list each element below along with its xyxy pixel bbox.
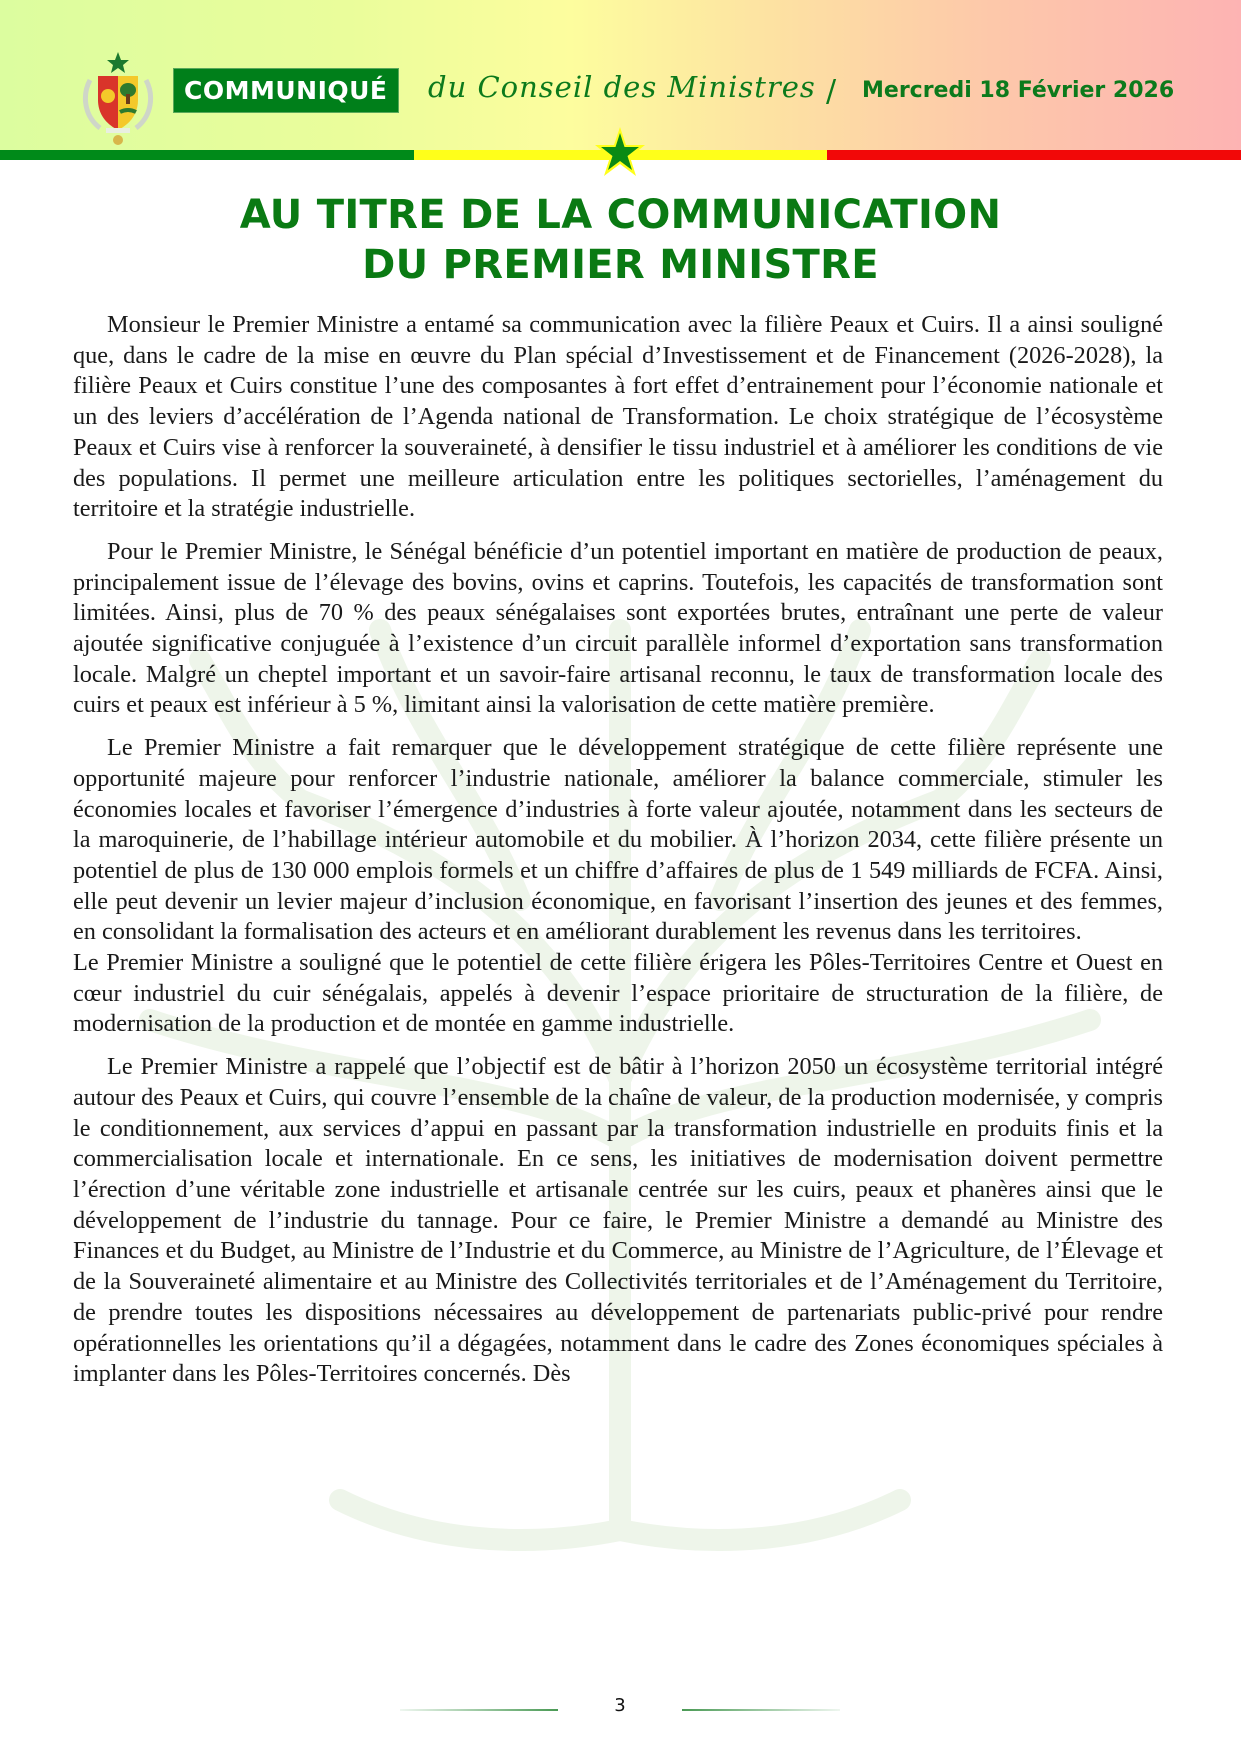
paragraph: Le Premier Ministre a fait remarquer que le développement stratégique de cette filière représente une opportunité majeure pour renforcer l’industrie nationale, améliorer la balance commerciale, stimuler les économies locales et favoriser l’émergence d’industries à forte valeur ajoutée, notamment dans les secteurs de la maroquinerie, de l’habillage intérieur automobile et du mobilier. À l’horizon 2034, cette filière présente un potentiel de plus de 130 000 emplois formels et un chiffre d’affaires de plus de 1 549 milliards de FCFA. Ainsi, elle peut devenir un levier majeur d’inclusion économique, en favorisant l’insertion des jeunes et des femmes, en consolidant la formalisation des acteurs et en améliorant durablement les revenus dans les territoires.	[73, 734, 1163, 946]
communique-date: Mercredi 18 Février 2026	[862, 78, 1175, 103]
flag-stripe-green	[0, 150, 414, 160]
footer-rule-right	[682, 1709, 840, 1711]
footer-rule-left	[400, 1709, 558, 1711]
green-star-icon	[594, 126, 646, 178]
paragraph: Pour le Premier Ministre, le Sénégal bénéficie d’un potentiel important en matière de production de peaux, principalement issue de l’élevage des bovins, ovins et caprins. Toutefois, les capacités de transformation sont limitées. Ainsi, plus de 70 % des peaux sénégalaises sont exportées brutes, entraînant une perte de valeur ajoutée significative conjuguée à l’existence d’un circuit parallèle informel d’exportation sans transformation locale. Malgré un cheptel important et un savoir-faire artisanal reconnu, le taux de transformation locale des cuirs et peaux est inférieur à 5 %, limitant ainsi la valorisation de cette matière première.	[73, 537, 1163, 719]
header-subtitle: du Conseil des Ministres	[428, 70, 816, 104]
section-title-line-2: DU PREMIER MINISTRE	[362, 242, 879, 288]
paragraph: Le Premier Ministre a souligné que le potentiel de cette filière érigera les Pôles-Territoires Centre et Ouest en cœur industriel du cuir sénégalais, appelés à devenir l’espace prioritaire de structuration de la filière, de modernisation de la production et de montée en gamme industrielle.	[73, 949, 1163, 1038]
header-separator: /	[826, 74, 837, 109]
paragraph: Le Premier Ministre a rappelé que l’objectif est de bâtir à l’horizon 2050 un écosystème territorial intégré autour des Peaux et Cuirs, qui couvre l’ensemble de la chaîne de valeur, de la production modernisée, y compris le conditionnement, aux services d’appui en passant par la transformation industrielle en produits finis et la commercialisation locale et internationale. En ce sens, les initiatives de modernisation doivent permettre l’érection d’une véritable zone industrielle et artisanale centrée sur les cuirs, peaux et phanères ainsi que le développement de l’industrie du tannage. Pour ce faire, le Premier Ministre a demandé au Ministre des Finances et du Budget, au Ministre de l’Industrie et du Commerce, au Ministre de l’Agriculture, de l’Élevage et de la Souveraineté alimentaire et au Ministre des Collectivités territoriales et de l’Aménagement du Territoire, de prendre toutes les dispositions nécessaires au développement de partenariats public-privé pour rendre opérationnelles les orientations qu’il a dégagées, notamment dans le cadre des Zones économiques spéciales à implanter dans les Pôles-Territoires concernés. Dès	[73, 1053, 1164, 1388]
section-title-line-1: AU TITRE DE LA COMMUNICATION	[239, 192, 1002, 238]
section-title	[0, 190, 1241, 290]
senegal-coat-of-arms-icon	[76, 50, 160, 146]
communique-badge: COMMUNIQUÉ	[173, 68, 399, 113]
page-number: 3	[614, 1695, 626, 1716]
communique-body	[73, 310, 1163, 1402]
flag-stripe-red	[827, 150, 1241, 160]
paragraph: Monsieur le Premier Ministre a entamé sa communication avec la filière Peaux et Cuirs. Il a ainsi souligné que, dans le cadre de la mise en œuvre du Plan spécial d’Investissement et de Financement (2026-2028), la filière Peaux et Cuirs constitue l’une des composantes à fort effet d’entrainement pour l’économie nationale et un des leviers d’accélération de l’Agenda national de Transformation. Le choix stratégique de l’écosystème Peaux et Cuirs vise à renforcer la souveraineté, à densifier le tissu industriel et à améliorer les conditions de vie des populations. Il permet une meilleure articulation entre les politiques sectorielles, l’aménagement du territoire et la stratégie industrielle.	[73, 311, 1163, 523]
